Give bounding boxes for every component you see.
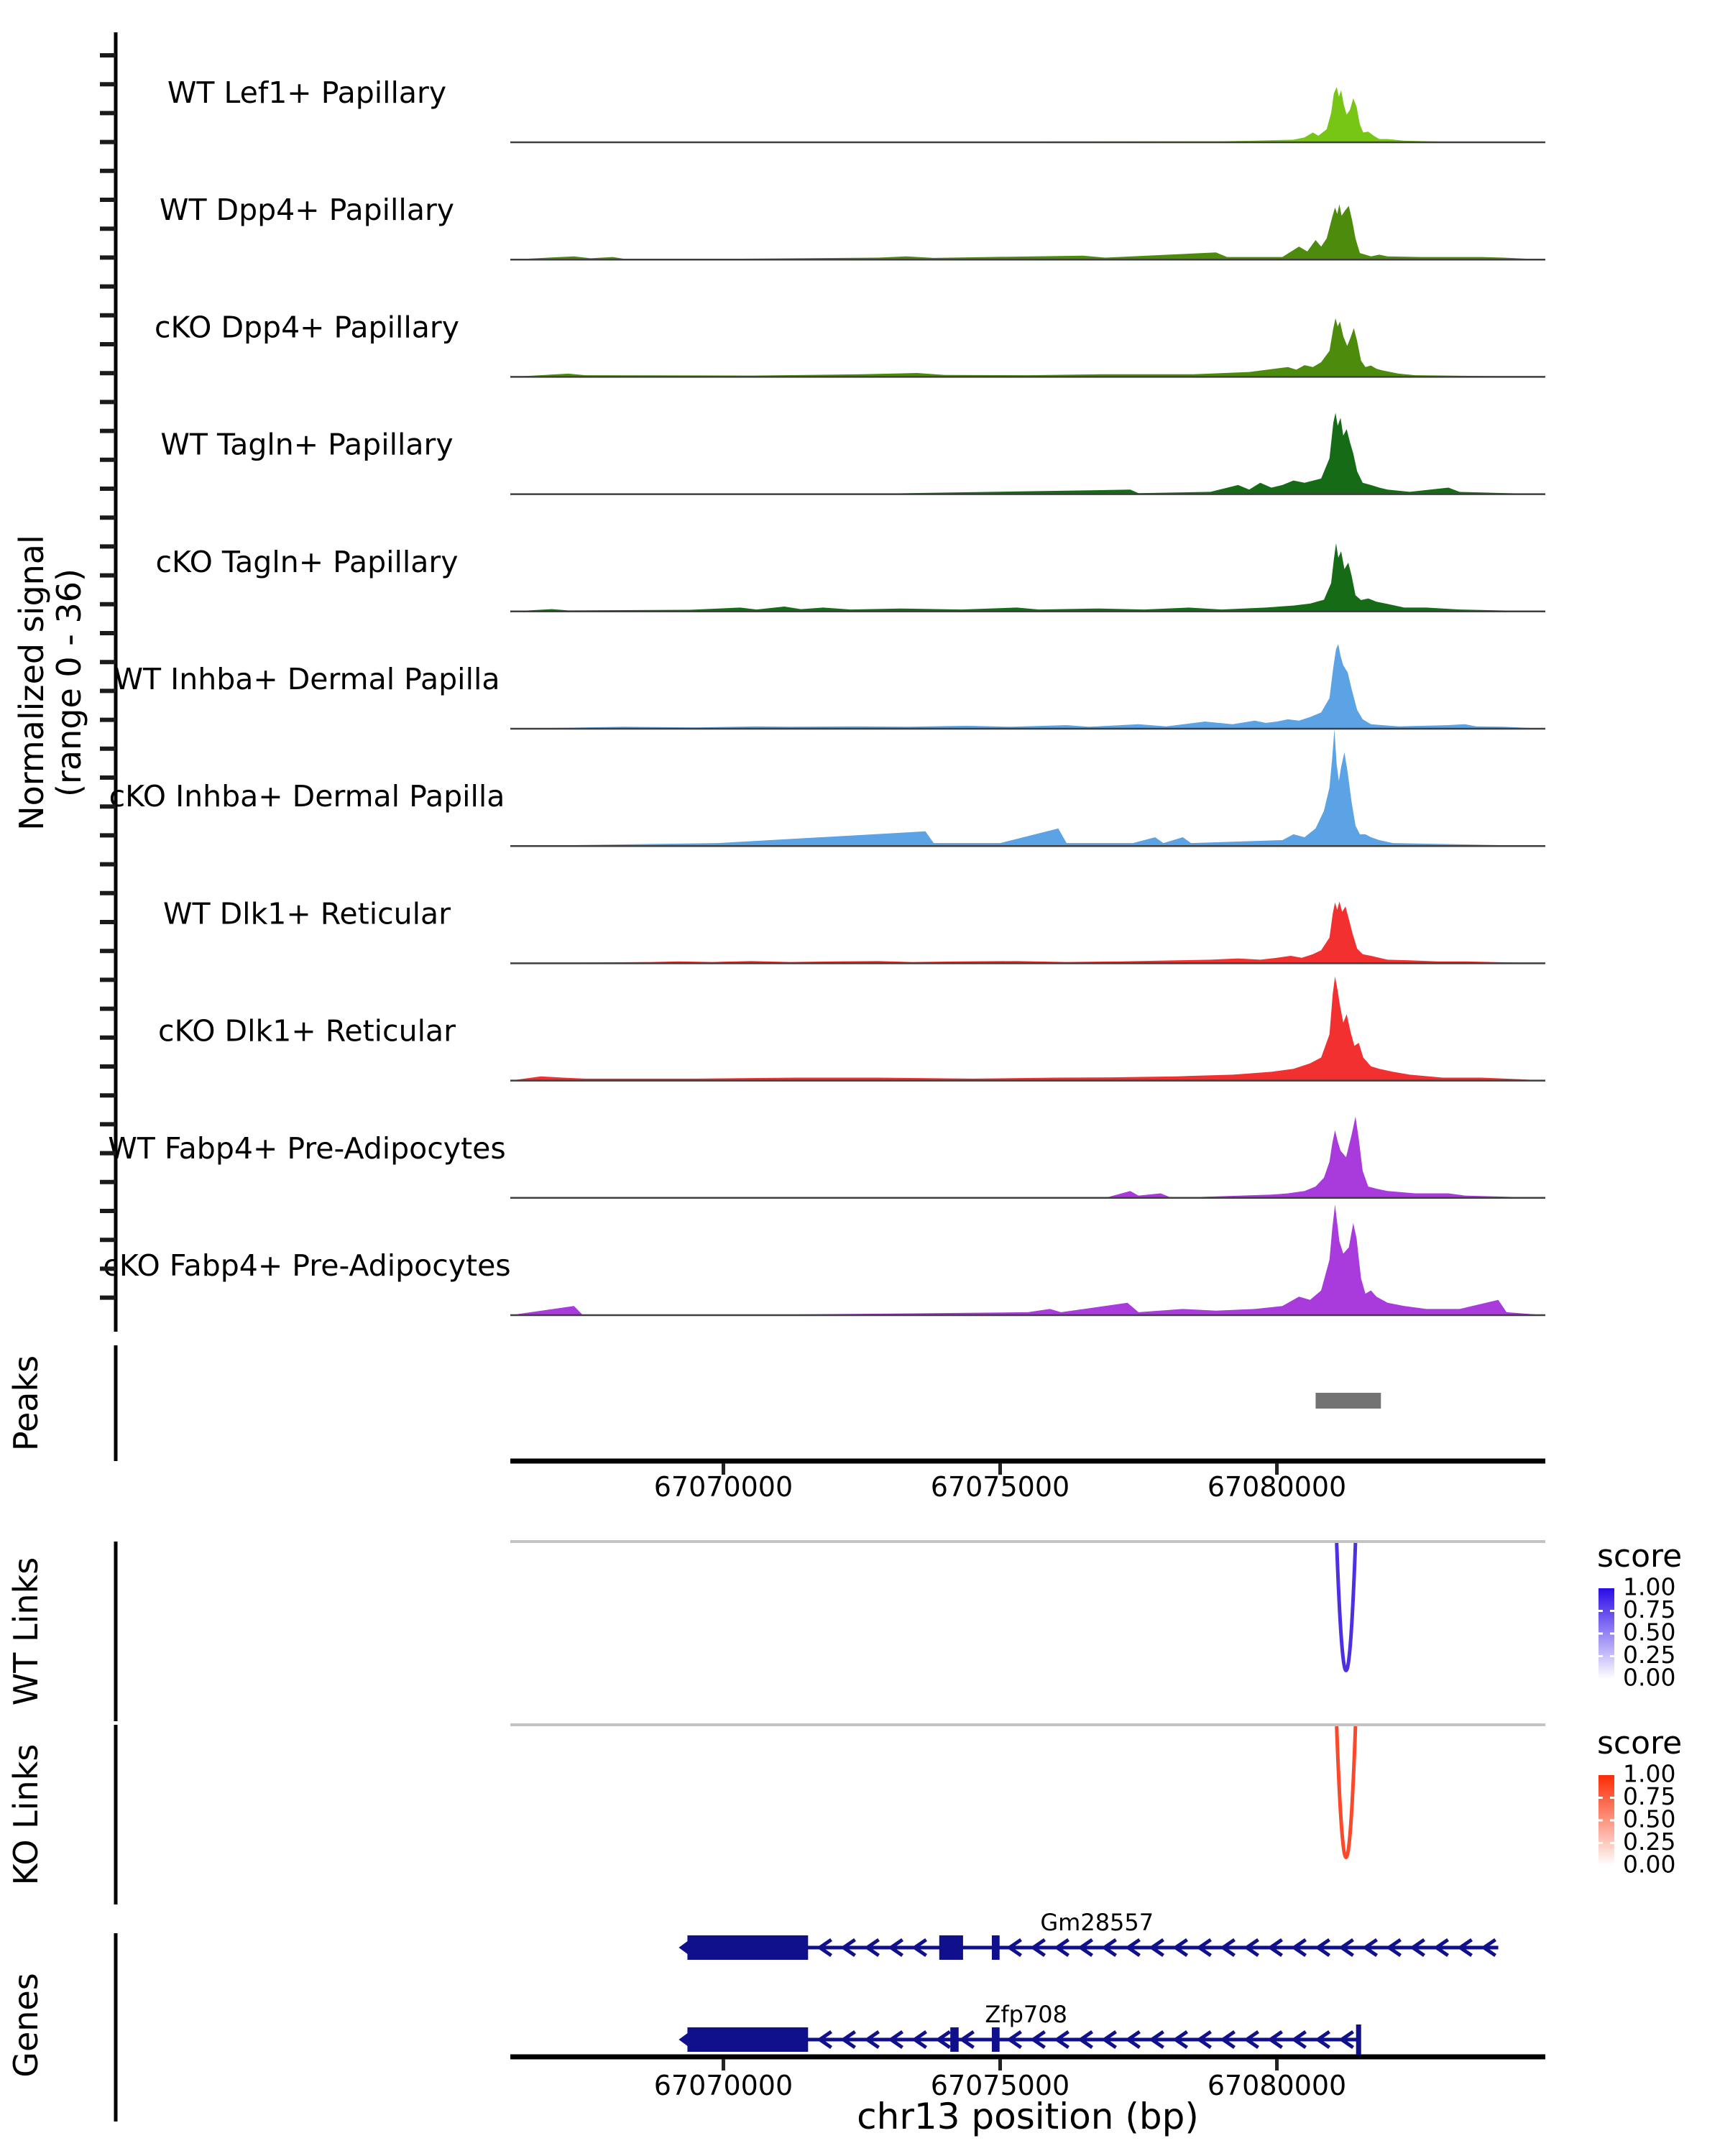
score-legend-tick-label: 0.25 [1623, 1828, 1676, 1856]
score-legend-tick-label: 0.00 [1623, 1663, 1676, 1692]
track-label: cKO Dpp4+ Papillary [154, 310, 460, 345]
score-legend-bar-tick [1610, 1633, 1614, 1635]
track-label: WT Dpp4+ Papillary [159, 193, 455, 228]
score-legend-bar-tick [1610, 1797, 1614, 1799]
coverage-area [510, 318, 1545, 377]
score-legend-bar-tick [1598, 1797, 1603, 1799]
score-legend-bar-tick [1598, 1842, 1603, 1844]
coverage-area [510, 977, 1545, 1081]
coverage-area [510, 1117, 1545, 1198]
genomic-axis-lower-tick-label: 67070000 [653, 2070, 794, 2101]
coverage-area [510, 204, 1545, 259]
score-legend-bar-tick [1598, 1655, 1603, 1657]
score-legend-bar-tick [1610, 1655, 1614, 1657]
gene-exon-box [992, 2027, 1000, 2052]
score-legend-bar-tick [1598, 1610, 1603, 1612]
score-legend-tick-label: 0.75 [1623, 1595, 1676, 1623]
score-legend-tick-label: 0.50 [1623, 1618, 1676, 1646]
genomic-axis-upper-tick-label: 67080000 [1207, 1471, 1347, 1503]
gene-end-bar [1356, 2024, 1361, 2055]
genes-section-label: Genes [6, 1973, 45, 2078]
track-label: WT Lef1+ Papillary [167, 75, 447, 110]
track-label: WT Tagln+ Papillary [160, 427, 454, 462]
score-legend-tick-label: 0.75 [1623, 1782, 1676, 1810]
gene-exon-box [950, 2027, 959, 2052]
gene-exon-box [687, 2027, 808, 2052]
score-legend-bar-tick [1598, 1820, 1603, 1822]
genomic-axis-upper-tick-label: 67070000 [653, 1471, 794, 1503]
genomic-axis-lower-tick-label: 67080000 [1207, 2070, 1347, 2101]
score-legend-tick-label: 1.00 [1623, 1759, 1676, 1788]
track-label: WT Dlk1+ Reticular [162, 896, 451, 931]
track-label: WT Fabp4+ Pre-Adipocytes [108, 1130, 506, 1166]
track-label: WT Inhba+ Dermal Papilla [114, 662, 500, 696]
ko-links-section-label: KO Links [6, 1743, 45, 1886]
gene-exon-box [992, 1935, 1000, 1960]
coverage-area [510, 901, 1545, 963]
genomic-axis-upper-tick-label: 67075000 [930, 1471, 1070, 1503]
score-legend-bar-tick [1610, 1610, 1614, 1612]
track-label: cKO Tagln+ Papillary [155, 544, 459, 579]
score-legend-tick-label: 0.25 [1623, 1641, 1676, 1669]
coverage-area [510, 87, 1545, 142]
genomic-axis-lower-tick-label: 67075000 [930, 2070, 1070, 2101]
peaks-section-label: Peaks [6, 1355, 45, 1452]
coverage-area [510, 644, 1545, 729]
score-legend-tick-label: 0.00 [1623, 1850, 1676, 1879]
coaccessibility-link-arc [1337, 1726, 1356, 1858]
peak-interval-bar [1315, 1393, 1381, 1409]
score-legend-bar-tick [1598, 1633, 1603, 1635]
track-label: cKO Fabp4+ Pre-Adipocytes [103, 1248, 511, 1283]
track-label: cKO Inhba+ Dermal Papilla [109, 779, 505, 814]
coverage-area [510, 543, 1545, 612]
coverage-area [510, 729, 1545, 846]
y-axis-label-line2: (range 0 - 36) [50, 568, 88, 797]
score-legend-tick-label: 1.00 [1623, 1572, 1676, 1601]
track-label: cKO Dlk1+ Reticular [158, 1013, 456, 1049]
score-legend-title: score [1597, 1725, 1683, 1761]
gene-exon-box [687, 1935, 808, 1960]
score-legend-bar-tick [1610, 1842, 1614, 1844]
coverage-area [510, 1204, 1545, 1315]
gene-name-label: Zfp708 [985, 2001, 1067, 2028]
score-legend-tick-label: 0.50 [1623, 1805, 1676, 1833]
coaccessibility-link-arc [1337, 1543, 1356, 1671]
wt-links-section-label: WT Links [6, 1557, 45, 1706]
gene-name-label: Gm28557 [1040, 1909, 1154, 1936]
x-axis-title: chr13 position (bp) [857, 2096, 1199, 2137]
score-legend-title: score [1597, 1538, 1683, 1575]
coverage-area [510, 413, 1545, 494]
y-axis-label-line1: Normalized signal [12, 535, 51, 831]
gene-exon-box [939, 1935, 963, 1960]
score-legend-bar-tick [1610, 1820, 1614, 1822]
